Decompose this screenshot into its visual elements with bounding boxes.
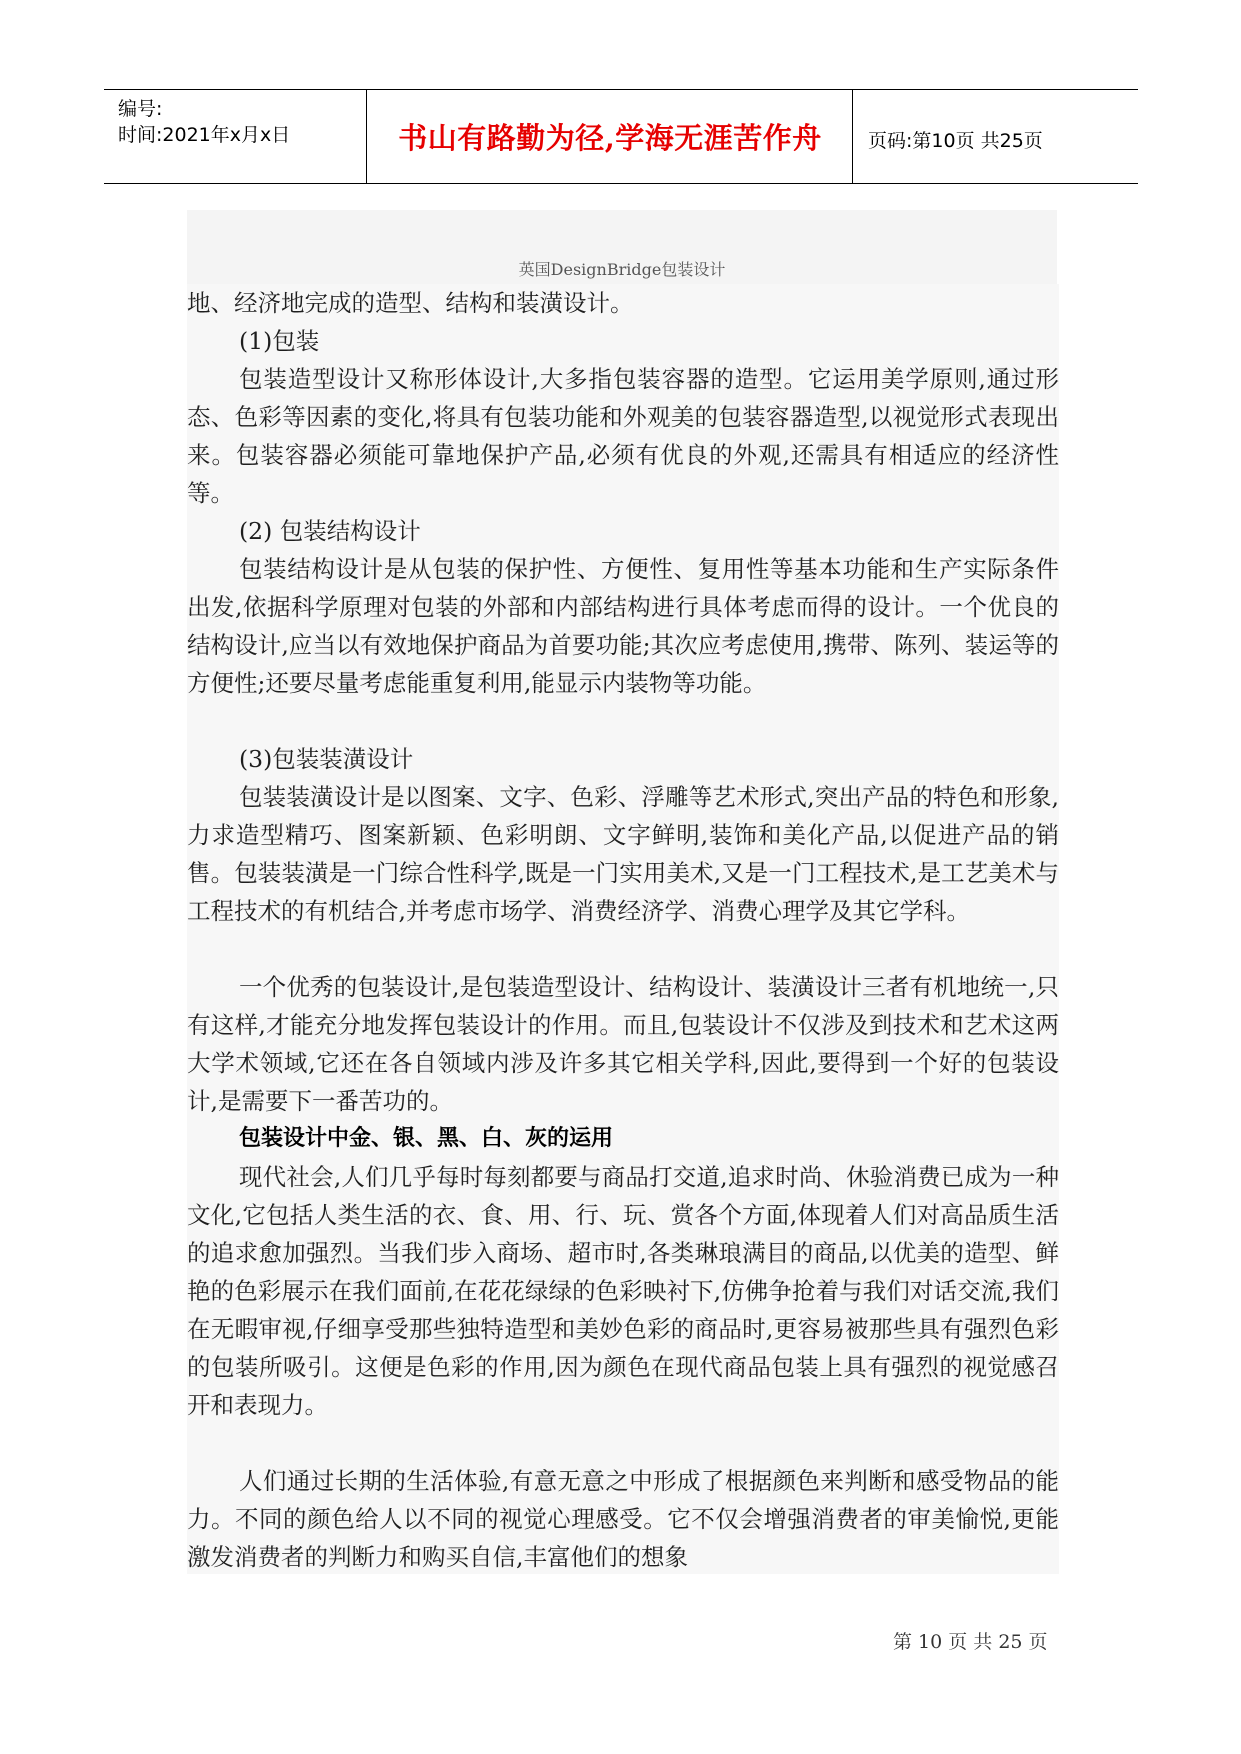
document-body xyxy=(187,284,1059,1574)
paragraph-decoration-design: 包装装潢设计是以图案、文字、色彩、浮雕等艺术形式,突出产品的特色和形象,力求造型精巧、图案新颖、色彩明朗、文字鲜明,装饰和美化产品,以促进产品的销售。包装装潢是一门综合性科学,既是一门实用美术,又是一门工程技术,是工艺美术与工程技术的有机结合,并考虑市场学、消费经济学、消费心理学及其它学科。 xyxy=(187,783,1059,925)
header-page-cell xyxy=(854,90,1138,183)
document-time-label: 时间:2021年x月x日 xyxy=(118,124,291,146)
paragraph-modern-society: 现代社会,人们几乎每时每刻都要与商品打交道,追求时尚、休验消费已成为一种文化,它包括人类生活的衣、食、用、行、玩、赏各个方面,体现着人们对高品质生活的追求愈加强烈。当我们步入商场、超市时,各类琳琅满目的商品,以优美的造型、鲜艳的色彩展示在我们面前,在花花绿绿的色彩映衬下,仿佛争抢着与我们对话交流,我们在无暇审视,仔细享受那些独特造型和美妙色彩的商品时,更容易被那些具有强烈色彩的包装所吸引。这便是色彩的作用,因为颜色在现代商品包装上具有强烈的视觉感召开和表现力。 xyxy=(187,1163,1059,1419)
document-header xyxy=(104,89,1138,184)
paragraph-life-experience: 人们通过长期的生活体验,有意无意之中形成了根据颜色来判断和感受物品的能力。不同的颜色给人以不同的视觉心理感受。它不仅会增强消费者的审美愉悦,更能激发消费者的判断力和购买自信,丰富他们的想象 xyxy=(187,1467,1059,1571)
paragraph-excellent-design: 一个优秀的包装设计,是包装造型设计、结构设计、装潢设计三者有机地统一,只有这样,才能充分地发挥包装设计的作用。而且,包装设计不仅涉及到技术和艺术这两大学术领域,它还在各自领域内涉及许多其它相关学科,因此,要得到一个好的包装设计,是需要下一番苦功的。 xyxy=(187,973,1059,1115)
section-heading-packaging: (1)包装 xyxy=(239,327,320,355)
paragraph-shape-design: 包装造型设计又称形体设计,大多指包装容器的造型。它运用美学原则,通过形态、色彩等因素的变化,将具有包装功能和外观美的包装容器造型,以视觉形式表现出来。包装容器必须能可靠地保护产品,必须有优良的外观,还需具有相适应的经济性等。 xyxy=(187,365,1059,507)
figure-caption: 英国DesignBridge包装设计 xyxy=(518,260,726,279)
footer-page-number: 第 10 页 共 25 页 xyxy=(893,1631,1048,1653)
paragraph-structure-design: 包装结构设计是从包装的保护性、方便性、复用性等基本功能和生产实际条件出发,依据科学原理对包装的外部和内部结构进行具体考虑而得的设计。一个优良的结构设计,应当以有效地保护商品为首要功能;其次应考虑使用,携带、陈列、装运等的方便性;还要尽量考虑能重复利用,能显示内装物等功能。 xyxy=(187,555,1059,697)
header-motto: 书山有路勤为径,学海无涯苦作舟 xyxy=(398,121,822,155)
paragraph-continuation: 地、经济地完成的造型、结构和装潢设计。 xyxy=(187,289,634,317)
header-motto-cell xyxy=(368,90,853,183)
document-number-label: 编号: xyxy=(118,98,163,120)
section-heading-colors: 包装设计中金、银、黑、白、灰的运用 xyxy=(239,1126,614,1151)
section-heading-decoration: (3)包装装潢设计 xyxy=(239,745,414,773)
section-heading-structure: (2) 包装结构设计 xyxy=(239,517,421,545)
header-info-cell xyxy=(104,90,367,183)
header-page-number: 页码:第10页 共25页 xyxy=(868,130,1043,152)
figure-image xyxy=(187,210,1057,284)
